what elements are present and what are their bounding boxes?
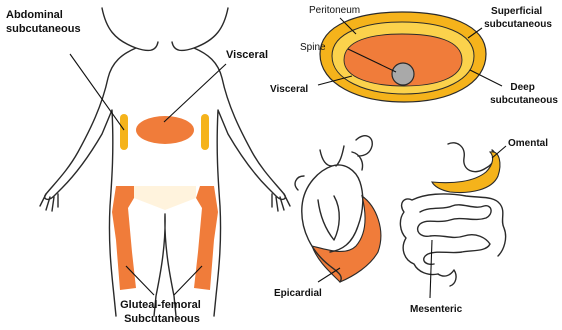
abdominal-leader — [70, 54, 124, 130]
rectum — [438, 270, 456, 286]
mesenteric-label: Mesenteric — [410, 304, 463, 315]
omental-label: Omental — [508, 138, 549, 149]
epicardial-fat — [312, 196, 381, 282]
left-hand — [40, 194, 58, 211]
right-hand — [272, 194, 290, 211]
abdominal-label-line2: subcutaneous — [6, 23, 81, 35]
gluteal-label-line2: Subcutaneous — [124, 313, 200, 325]
visceral-fat — [136, 116, 194, 144]
gluteal-label-line1: Gluteal-femoral — [120, 299, 201, 311]
gluteal-region — [134, 186, 196, 210]
omental-fat — [432, 152, 500, 193]
intestines — [400, 138, 548, 315]
gluteal-femoral-fat-right — [194, 186, 218, 290]
deep-label-line2: subcutaneous — [490, 95, 558, 106]
visceral-leader — [164, 64, 226, 122]
mesenteric-leader — [430, 240, 432, 298]
abdominal-label-line1: Abdominal — [6, 9, 63, 21]
spine — [392, 63, 414, 85]
body-figure — [6, 8, 290, 325]
stomach — [448, 143, 495, 172]
small-intestine — [418, 205, 491, 264]
superficial-subcutaneous-label — [484, 6, 552, 30]
gluteal-femoral-fat-left — [112, 186, 136, 290]
abdominal-subcutaneous-fat-left — [120, 114, 128, 150]
heart — [274, 136, 381, 299]
abdominal-subcutaneous-label — [6, 9, 81, 35]
deep-label-line1: Deep — [510, 82, 535, 93]
epicardial-label: Epicardial — [274, 288, 322, 299]
abdominal-cross-section — [270, 5, 558, 106]
visceral-label: Visceral — [226, 49, 269, 61]
heart-vessel — [318, 196, 339, 240]
peritoneum-label: Peritoneum — [309, 5, 361, 16]
superficial-label-line1: Superficial — [491, 6, 543, 17]
cross-section-visceral-label: Visceral — [270, 84, 309, 95]
abdominal-subcutaneous-fat-right — [201, 114, 209, 150]
superficial-label-line2: subcutaneous — [484, 19, 552, 30]
spine-label: Spine — [300, 42, 326, 53]
gluteal-femoral-label — [120, 299, 204, 325]
